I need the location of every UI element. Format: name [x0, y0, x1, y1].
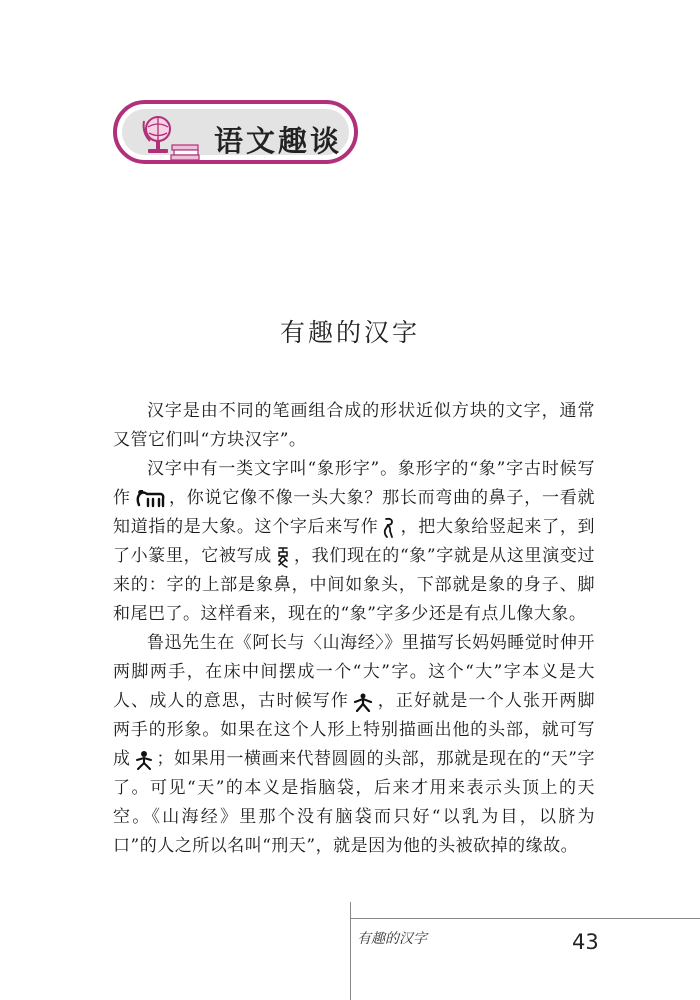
paragraph-text: 鲁迅先生在《阿长与〈山海经〉》里描写长妈妈睡觉时伸开两脚两手，在床中间摆成一个“大”字。这个“大”字本义是大人、成人的意思，古时候写作 [113, 633, 595, 711]
seal-script-elephant-glyph-icon [276, 546, 290, 568]
article-body [113, 397, 595, 861]
paragraph [113, 397, 595, 455]
banner-background [122, 109, 349, 158]
paragraph [113, 629, 595, 861]
page-number: 43 [572, 930, 599, 954]
globe-and-books-icon [136, 111, 206, 163]
banner-title: 语文趣谈 [214, 124, 343, 158]
paragraph-text: ，正好就是一个人张开两脚两手的形象。如果在这个人形上特别描画出他的头部，就可写成 [113, 691, 596, 769]
ancient-elephant-glyph-icon [135, 490, 165, 508]
paragraph-text: 汉字中有一类文字叫“象形字”。象形字的“象”字古时候写作 [113, 459, 595, 508]
running-title: 有趣的汉字 [357, 931, 427, 947]
footer-divider-vertical [350, 902, 351, 1000]
article-title: 有趣的汉字 [279, 318, 420, 347]
section-banner [113, 100, 358, 164]
paragraph-text: ，把大象给竖起来了，到了小篆里，它被写成 [113, 517, 596, 566]
ancient-da-glyph-icon [353, 692, 373, 712]
vertical-elephant-glyph-icon [382, 517, 396, 539]
paragraph [113, 455, 595, 629]
footer-divider-horizontal [350, 918, 700, 919]
paragraph-text: ，你说它像不像一头大象？那长而弯曲的鼻子，一看就知道指的是大象。这个字后来写作 [113, 488, 596, 537]
paragraph-text: ；如果用一横画来代替圆圆的头部，那就是现在的“天”字了。可见“天”的本义是指脑袋，后来才用来表示头顶上的天空。《山海经》里那个没有脑袋而只好“以乳为目，以脐为口”的人之所以名叫“刑天”，就是因为他的头被砍掉的缘故。 [113, 749, 596, 856]
ancient-tian-glyph-icon [135, 750, 153, 770]
paragraph-text: 汉字是由不同的笔画组合成的形状近似方块的文字，通常又管它们叫“方块汉字”。 [113, 401, 595, 450]
paragraph-text: ，我们现在的“象”字就是从这里演变过来的：字的上部是象鼻，中间如象头，下部就是象的身子、脚和尾巴了。这样看来，现在的“象”字多少还是有点儿像大象。 [113, 546, 595, 624]
